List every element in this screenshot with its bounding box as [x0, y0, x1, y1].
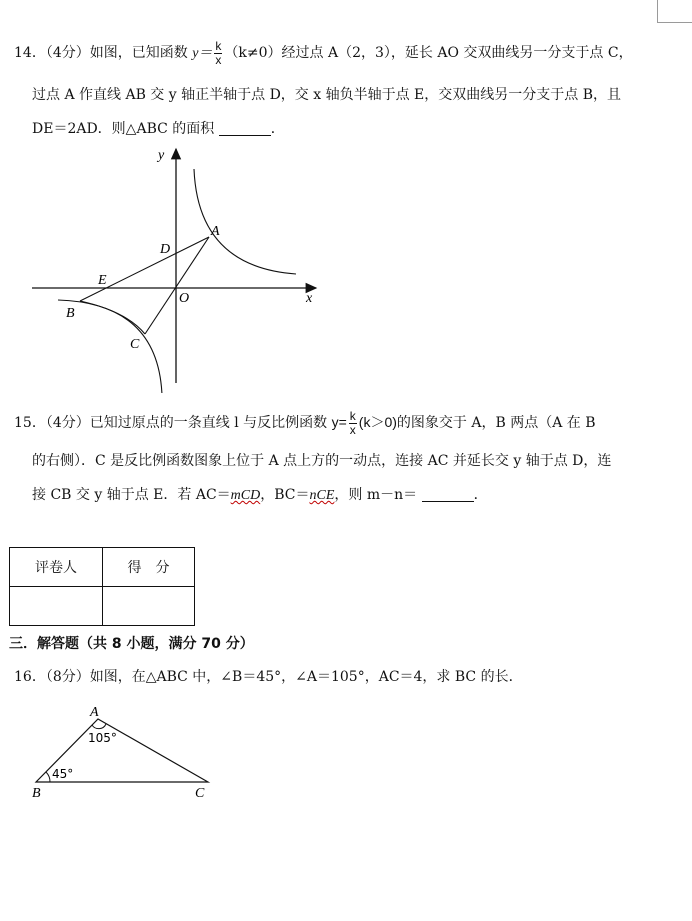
q14-line3 [32, 120, 285, 138]
q15-text-1a: 已知过原点的一条直线 l 与反比例函数 [89, 415, 328, 431]
grader-table [9, 547, 195, 626]
q15-text-1b: 的图象交于 A，B 两点（A 在 B [396, 415, 596, 431]
q14-line1 [14, 40, 633, 66]
q15-mCD: mCD [230, 488, 261, 503]
grader-header-reviewer: 评卷人 [10, 548, 103, 587]
q14-condition: （k≠0） [224, 45, 282, 61]
q14-points: （4分） [45, 45, 90, 61]
q15-y-eq: y= [331, 414, 347, 430]
q14-number: 14． [14, 45, 46, 61]
q15-answer-blank[interactable] [422, 487, 474, 502]
q15-text-3c: ，则 m－n＝ [334, 487, 418, 503]
q14-line2: 过点 A 作直线 AB 交 y 轴正半轴于点 D，交 x 轴负半轴于点 E，交双曲线另一分支于点 B，且 [32, 87, 621, 103]
q15-line1 [14, 410, 596, 436]
q14-y-eq: y＝ [192, 46, 213, 61]
label-x: x [306, 291, 313, 306]
q15-fraction [349, 410, 357, 436]
grader-cell-reviewer[interactable] [10, 587, 103, 626]
label-A: A [211, 224, 220, 239]
q16-figure [26, 702, 226, 802]
label-C: C [130, 337, 140, 352]
angle-B-arc [46, 772, 50, 782]
fig16-angle-B: 45° [52, 767, 74, 781]
q15-line3 [32, 486, 488, 505]
fig16-angle-A: 105° [88, 731, 117, 745]
label-E: E [98, 273, 107, 288]
q14-text-1b: 经过点 A（2，3），延长 AO 交双曲线另一分支于点 C， [281, 45, 633, 61]
q14-text-3: DE＝2AD．则△ABC 的面积 [32, 121, 215, 137]
q14-end: ． [270, 121, 285, 137]
grader-cell-score[interactable] [103, 587, 195, 626]
label-B: B [66, 306, 75, 321]
q14-fraction [214, 40, 222, 66]
angle-A-arc [92, 724, 106, 729]
fig16-label-C: C [195, 786, 205, 801]
q15-number: 15． [14, 415, 46, 431]
q15-line2: 的右侧）．C 是反比例函数图象上位于 A 点上方的一动点，连接 AC 并延长交 y 轴于点 D，连 [32, 453, 612, 469]
q16-text: 16．（8分）如图，在△ABC 中，∠B＝45°，∠A＝105°，AC＝4，求 BC 的长． [14, 669, 523, 685]
line-AC [145, 237, 209, 334]
q15-text-3a: 接 CB 交 y 轴于点 E．若 AC＝ [32, 487, 231, 503]
q14-frac-num: k [215, 39, 222, 53]
label-D: D [160, 242, 171, 257]
hyperbola-branch-1 [194, 169, 296, 274]
q14-answer-blank[interactable] [219, 121, 271, 136]
grader-header-score: 得 分 [103, 548, 195, 587]
q14-frac-den: x [215, 53, 222, 67]
section-heading: 三．解答题（共 8 小题，满分 70 分） [9, 636, 254, 652]
q14-figure [28, 143, 328, 393]
page-corner-mark [657, 0, 692, 23]
q15-end: ． [473, 487, 488, 503]
line-AB [80, 237, 209, 301]
q15-points: （4分） [45, 415, 90, 431]
fig16-label-B: B [32, 786, 41, 801]
q15-condition: (k＞0) [358, 414, 397, 430]
fig16-label-A: A [90, 705, 99, 720]
q15-nCE: nCE [309, 488, 335, 503]
label-y: y [158, 148, 165, 163]
q15-frac-den: x [349, 423, 356, 437]
label-O: O [179, 291, 190, 306]
line-BC [80, 301, 145, 334]
q15-frac-num: k [349, 409, 356, 423]
q15-text-3b: ，BC＝ [260, 487, 310, 503]
q14-text-1a: 如图，已知函数 [89, 45, 188, 61]
